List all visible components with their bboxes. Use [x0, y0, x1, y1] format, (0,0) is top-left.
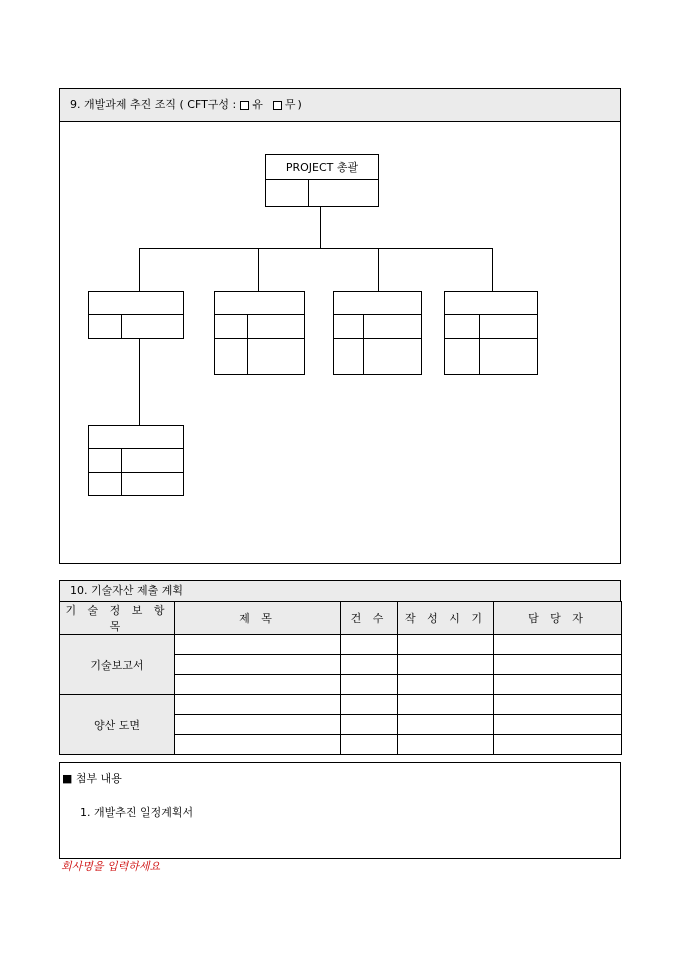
table-cell[interactable] [398, 715, 494, 735]
org-box-divider [479, 315, 480, 374]
connector-line [320, 206, 321, 249]
org-box-team-2[interactable] [214, 291, 305, 375]
table-cell[interactable] [494, 675, 622, 695]
col-header-title: 제 목 [175, 602, 341, 635]
table-cell[interactable] [398, 675, 494, 695]
table-cell[interactable] [175, 655, 341, 675]
table-cell[interactable] [494, 655, 622, 675]
connector-line [139, 248, 493, 249]
org-box-subteam-1-title [89, 426, 183, 449]
connector-line [139, 338, 140, 426]
org-box-divider [215, 338, 304, 339]
table-cell[interactable] [175, 695, 341, 715]
cft-no-label: 무 [284, 98, 296, 111]
table-row [60, 695, 622, 715]
table-cell[interactable] [398, 735, 494, 755]
category-cell-production-drawing: 양산 도면 [60, 695, 175, 755]
org-box-divider [334, 338, 421, 339]
table-cell[interactable] [341, 735, 398, 755]
cft-yes-checkbox[interactable] [240, 101, 249, 110]
org-box-project-lead-title: PROJECT 총괄 [266, 155, 378, 180]
table-cell[interactable] [398, 635, 494, 655]
attachment-box [59, 762, 621, 859]
org-box-team-2-title [215, 292, 304, 315]
connector-line [139, 248, 140, 292]
org-box-subteam-1[interactable] [88, 425, 184, 496]
connector-line [378, 248, 379, 292]
table-cell[interactable] [175, 715, 341, 735]
org-box-divider [121, 315, 122, 338]
connector-line [258, 248, 259, 292]
connector-line [492, 248, 493, 292]
section10-title: 10. 기술자산 제출 계획 [70, 584, 183, 597]
asset-plan-table [59, 601, 622, 755]
attachment-item-1: 1. 개발추진 일정계획서 [80, 806, 194, 819]
org-box-project-lead[interactable] [265, 154, 379, 207]
col-header-date: 작 성 시 기 [398, 602, 494, 635]
table-cell[interactable] [175, 635, 341, 655]
org-box-team-4[interactable] [444, 291, 538, 375]
col-header-owner: 담 당 자 [494, 602, 622, 635]
table-cell[interactable] [341, 655, 398, 675]
section9-title: 9. 개발과제 추진 조직 ( CFT구성 : [70, 98, 237, 111]
org-box-team-4-title [445, 292, 537, 315]
table-cell[interactable] [341, 635, 398, 655]
table-cell[interactable] [341, 695, 398, 715]
table-cell[interactable] [494, 735, 622, 755]
table-cell[interactable] [398, 655, 494, 675]
attachment-heading: ■ 첨부 내용 [62, 772, 122, 785]
cft-yes-label: 유 [252, 98, 263, 111]
org-box-divider [247, 315, 248, 374]
org-box-divider [89, 472, 183, 473]
section9-title-bar [59, 88, 621, 122]
org-box-team-1[interactable] [88, 291, 184, 339]
table-cell[interactable] [494, 635, 622, 655]
table-cell[interactable] [494, 715, 622, 735]
category-cell-tech-report: 기술보고서 [60, 635, 175, 695]
table-cell[interactable] [175, 735, 341, 755]
table-cell[interactable] [341, 715, 398, 735]
company-name-placeholder[interactable]: 회사명을 입력하세요 [61, 860, 161, 873]
table-cell[interactable] [494, 695, 622, 715]
col-header-count: 건 수 [341, 602, 398, 635]
table-row [60, 635, 622, 655]
org-box-team-3[interactable] [333, 291, 422, 375]
cft-no-checkbox[interactable] [273, 101, 282, 110]
col-header-category: 기 술 정 보 항 목 [60, 602, 175, 635]
org-box-divider [445, 338, 537, 339]
org-box-team-3-title [334, 292, 421, 315]
table-header-row [60, 602, 622, 635]
org-box-divider [308, 180, 309, 206]
org-box-divider [363, 315, 364, 374]
table-cell[interactable] [398, 695, 494, 715]
section9-title-suffix: ) [297, 98, 302, 111]
table-cell[interactable] [341, 675, 398, 695]
asset-plan-table-wrap [59, 601, 621, 755]
org-box-team-1-title [89, 292, 183, 315]
section10-title-bar [59, 580, 621, 602]
table-cell[interactable] [175, 675, 341, 695]
